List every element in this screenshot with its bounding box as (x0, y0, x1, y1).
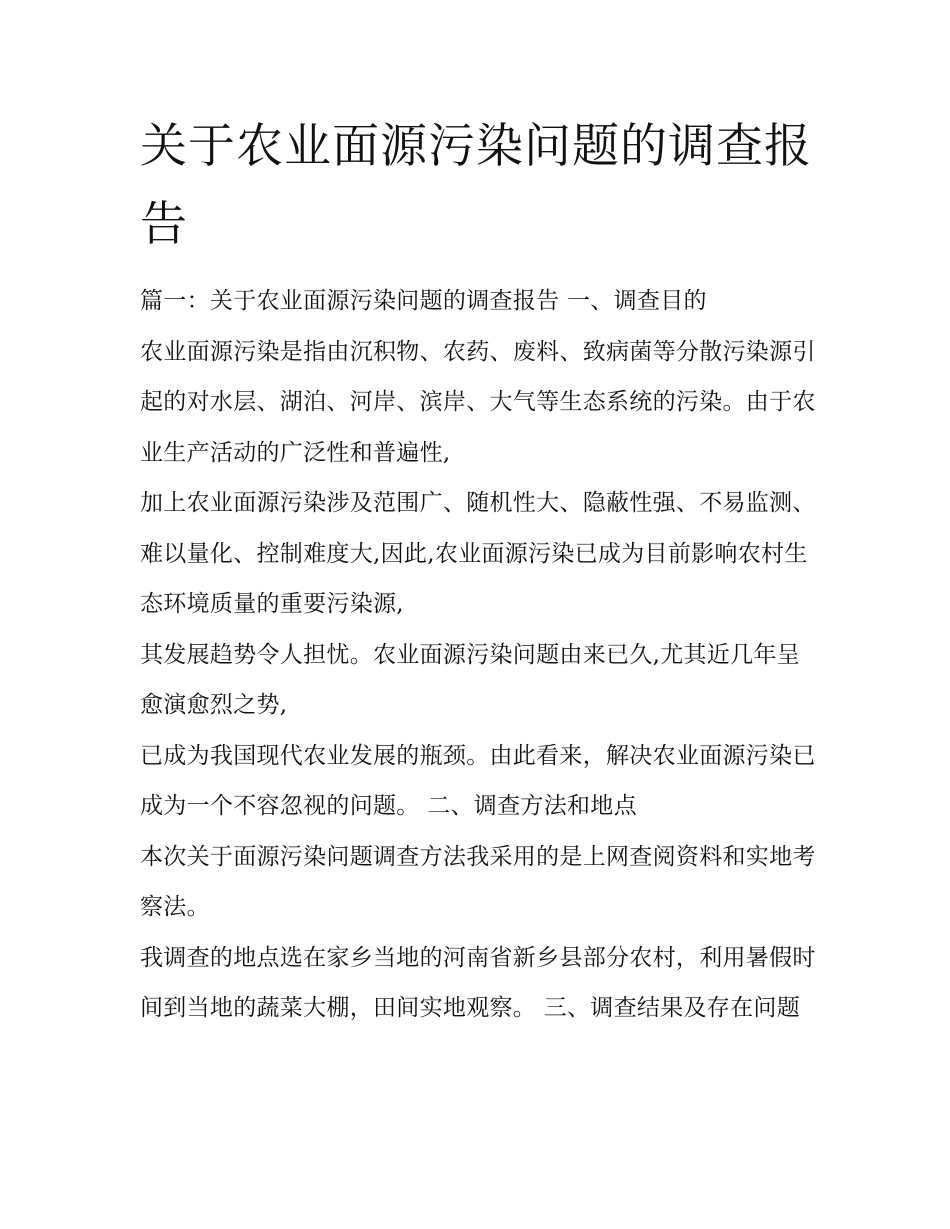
paragraph-definition: 农业面源污染是指由沉积物、农药、废料、致病菌等分散污染源引起的对水层、湖泊、河岸、滨岸、大气等生态系统的污染。由于农业生产活动的广泛性和普遍性, (140, 338, 816, 466)
document-title: 关于农业面源污染问题的调查报告 (140, 119, 812, 252)
paragraph-intro-heading: 篇一：关于农业面源污染问题的调查报告 一、调查目的 (140, 288, 707, 314)
paragraph-method: 本次关于面源污染问题调查方法我采用的是上网查阅资料和实地考察法。 (140, 843, 816, 920)
paragraph-bottleneck: 已成为我国现代农业发展的瓶颈。由此看来，解决农业面源污染已成为一个不容忽视的问题。 二、调查方法和地点 (140, 742, 816, 819)
paragraph-characteristics: 加上农业面源污染涉及范围广、随机性大、隐蔽性强、不易监测、难以量化、控制难度大,因此,农业面源污染已成为目前影响农村生态环境质量的重要污染源, (140, 490, 816, 617)
document-body (140, 276, 820, 1034)
paragraph-trend: 其发展趋势令人担忧。农业面源污染问题由来已久,尤其近几年呈愈演愈烈之势, (140, 641, 801, 718)
paragraph-location: 我调查的地点选在家乡当地的河南省新乡县部分农村，利用暑假时间到当地的蔬菜大棚，田间实地观察。 三、调查结果及存在问题 (140, 944, 816, 1021)
